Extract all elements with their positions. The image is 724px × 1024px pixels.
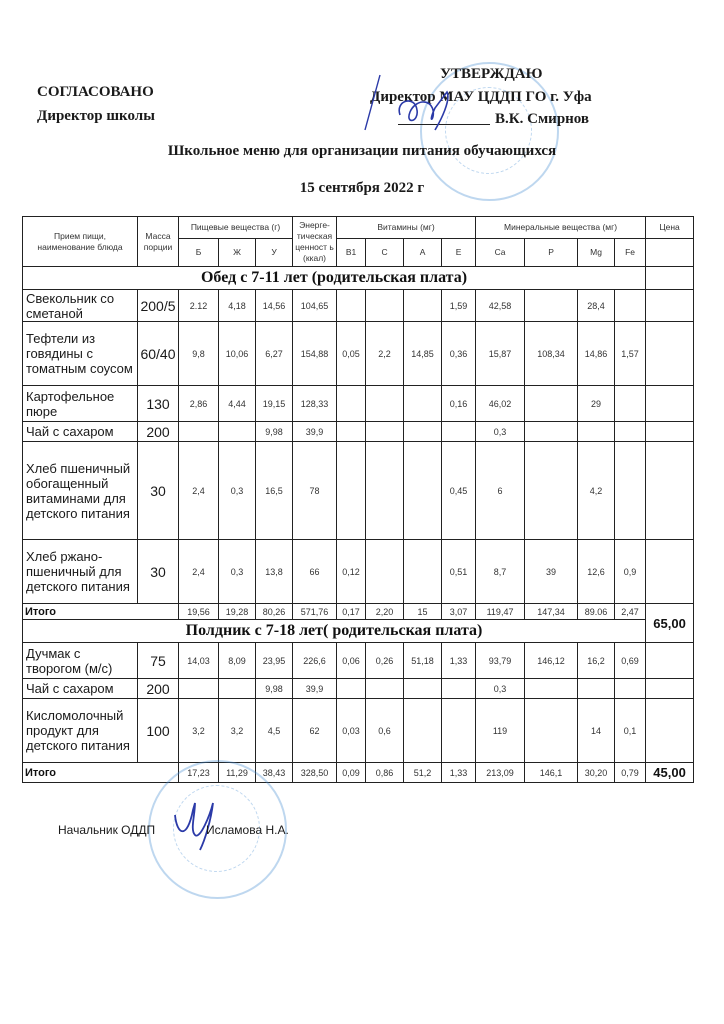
price-lunch: 65,00 — [646, 604, 694, 643]
header-fat: Ж — [219, 239, 256, 267]
total-row: Итого 19,56 19,28 80,26 571,76 0,17 2,20 15 3,07 119,47 147,34 89.06 2,47 65,00 — [23, 604, 694, 620]
header-phosphorus: P — [525, 239, 578, 267]
approval-label-right: УТВЕРЖДАЮ — [440, 66, 543, 82]
table-row: Свекольник со сметаной 200/5 2.12 4,18 14,56 104,65 1,59 42,58 28,4 — [23, 290, 694, 322]
header-price-empty — [646, 239, 694, 267]
footer-name: Исламова Н.А. — [206, 823, 289, 837]
footer-position: Начальник ОДДП — [58, 823, 156, 837]
approver-title-right: Директор МАУ ЦДДП ГО г. Уфа — [370, 89, 592, 105]
header-vitamins-group: Витамины (мг) — [337, 217, 476, 239]
header-vitamin-a: A — [404, 239, 442, 267]
document-title: Школьное меню для организации питания обучающихся — [167, 143, 557, 159]
header-portion-mass: Масса порции — [138, 217, 179, 267]
header-vitamin-e: E — [442, 239, 476, 267]
table-row: Чай с сахаром 200 9,98 39,9 0,3 — [23, 679, 694, 699]
header-magnesium: Mg — [578, 239, 615, 267]
approver-title-left: Директор школы — [37, 108, 155, 124]
menu-table — [22, 216, 694, 783]
header-carbs: У — [256, 239, 293, 267]
header-minerals-group: Минеральные вещества (мг) — [476, 217, 646, 239]
header-calcium: Ca — [476, 239, 525, 267]
header-nutrients-group: Пищевые вещества (г) — [179, 217, 293, 239]
approval-label-left: СОГЛАСОВАНО — [37, 84, 154, 100]
header-price: Цена — [646, 217, 694, 239]
total-row: Итого 17,23 11,29 38,43 328,50 0,09 0,86 51,2 1,33 213,09 146,1 30,20 0,79 45,00 — [23, 763, 694, 783]
signature-icon — [355, 70, 475, 140]
approver-name: В.К. Смирнов — [495, 111, 590, 127]
table-row: Тефтели из говядины с томатным соусом 60/40 9,8 10,06 6,27 154,88 0,05 2,2 14,85 0,36 15,87 108,34 14,86 1,57 — [23, 322, 694, 386]
header-vitamin-c: C — [366, 239, 404, 267]
header-iron: Fe — [615, 239, 646, 267]
document-date: 15 сентября 2022 г — [299, 180, 425, 196]
table-row: Хлеб пшеничный обогащенный витаминами для детского питания 30 2,4 0,3 16,5 78 0,45 6 4,2 — [23, 442, 694, 540]
table-row: Картофельное пюре 130 2,86 4,44 19,15 128,33 0,16 46,02 29 — [23, 386, 694, 422]
table-row: Кисломолочный продукт для детского питания 100 3,2 3,2 4,5 62 0,03 0,6 119 14 0,1 — [23, 699, 694, 763]
table-row: Дучмак с творогом (м/с) 75 14,03 8,09 23,95 226,6 0,06 0,26 51,18 1,33 93,79 146,12 16,2 0,69 — [23, 643, 694, 679]
header-vitamin-b1: B1 — [337, 239, 366, 267]
header-dish-name: Прием пищи, наименование блюда — [23, 217, 138, 267]
price-cell-empty — [646, 267, 694, 290]
table-row: Хлеб ржано-пшеничный для детского питания 30 2,4 0,3 13,8 66 0,12 0,51 8,7 39 12,6 0,9 — [23, 540, 694, 604]
table-row: Чай с сахаром 200 9,98 39,9 0,3 — [23, 422, 694, 442]
header-energy: Энерге-тическая ценност ь (ккал) — [293, 217, 337, 267]
header-protein: Б — [179, 239, 219, 267]
section-title-snack: Полдник с 7-18 лет( родительская плата) — [23, 620, 646, 643]
section-title-lunch: Обед с 7-11 лет (родительская плата) — [23, 267, 646, 290]
price-snack: 45,00 — [646, 763, 694, 783]
